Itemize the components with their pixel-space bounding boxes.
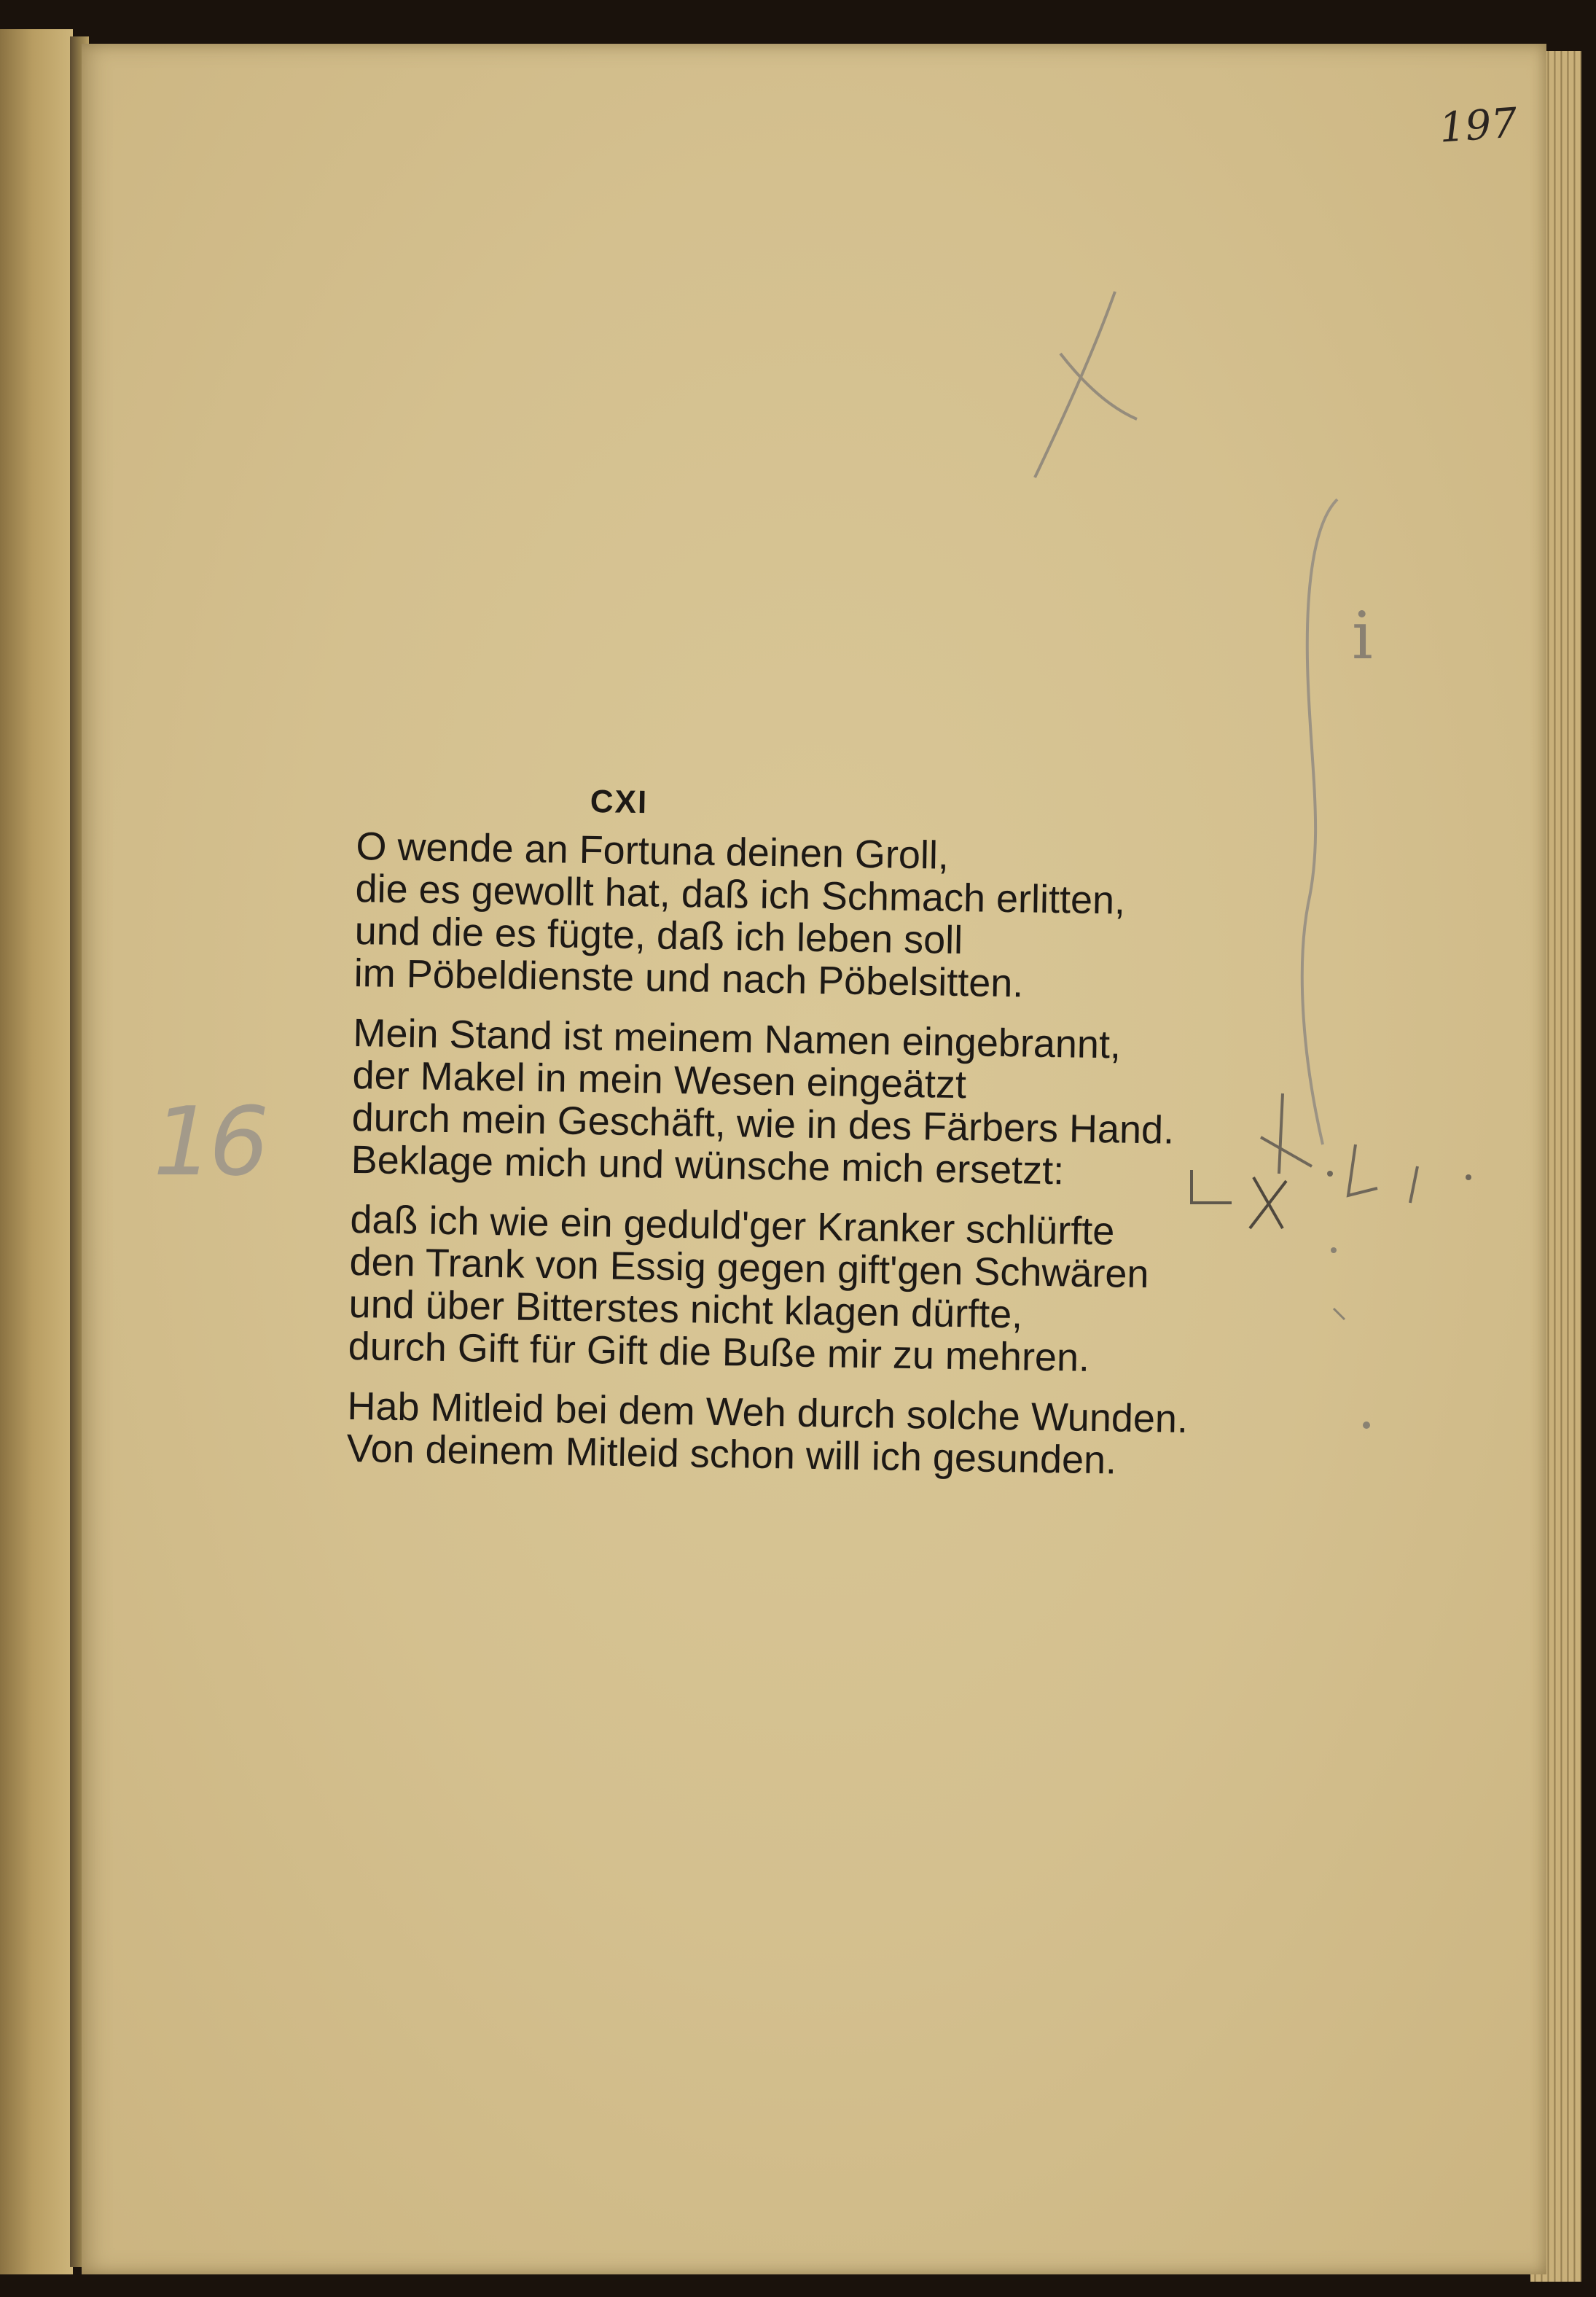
poem-line: durch mein Geschäft, wie in des Färbers Hand. <box>351 1095 1175 1153</box>
poem-line: durch Gift für Gift die Buße mir zu mehren. <box>348 1324 1090 1380</box>
pencil-x-mark-icon <box>1028 284 1144 488</box>
poem-line: O wende an Fortuna deinen Groll, <box>356 824 950 878</box>
poem-title: CXI <box>590 784 649 821</box>
stanza <box>346 1385 1295 1484</box>
stanza <box>351 1012 1300 1196</box>
page-number: 197 <box>1437 99 1519 152</box>
poem-line: daß ich wie ein geduld'ger Kranker schlürfte <box>350 1197 1115 1254</box>
stanza <box>348 1198 1297 1382</box>
facing-page-edge <box>0 29 73 2274</box>
pencil-margin-letter: i <box>1352 598 1373 674</box>
poem-line: die es gewollt hat, daß ich Schmach erlitten, <box>355 866 1126 923</box>
poem-line: Hab Mitleid bei dem Weh durch solche Wunden. <box>347 1384 1189 1442</box>
poem-line: im Pöbeldienste und nach Pöbelsitten. <box>353 951 1024 1006</box>
stanza <box>353 825 1303 1009</box>
poem-line: und die es fügte, daß ich leben soll <box>354 908 963 963</box>
poem-line: und über Bitterstes nicht klagen dürfte, <box>348 1282 1023 1337</box>
poem-line: Beklage mich und wünsche mich ersetzt: <box>351 1137 1065 1193</box>
poem-line: den Trank von Essig gegen gift'gen Schwären <box>349 1239 1149 1297</box>
pencil-margin-number: 16 <box>153 1086 265 1197</box>
poem-line: Mein Stand ist meinem Namen eingebrannt, <box>353 1010 1122 1067</box>
poem-line: Von deinem Mitleid schon will ich gesunden. <box>346 1426 1117 1483</box>
poem-line: der Makel in mein Wesen eingeätzt <box>352 1053 967 1107</box>
poem <box>346 780 1304 1502</box>
